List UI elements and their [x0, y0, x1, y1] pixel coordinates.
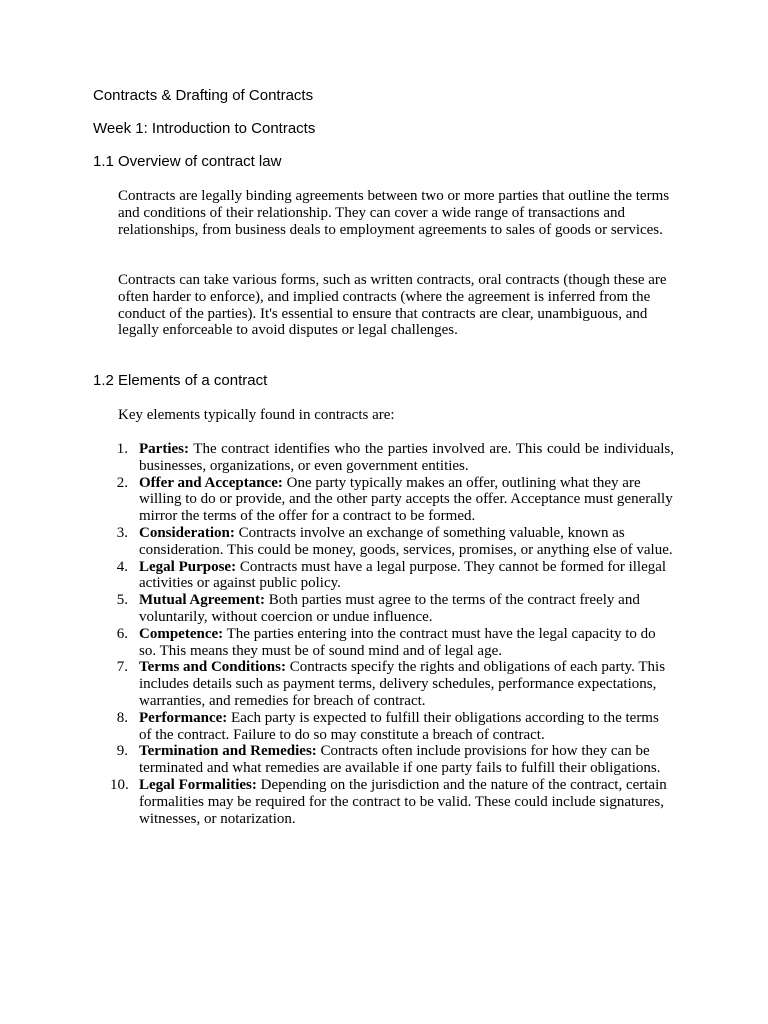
list-item [110, 441, 674, 475]
list-text: The contract identifies who the parties involved are. This could be individuals, businesses, organizations, or even government entities. [139, 441, 674, 474]
list-item [110, 777, 674, 827]
list-term: Terms and Conditions: [139, 659, 286, 676]
list-term: Legal Purpose: [139, 558, 237, 575]
paragraph-text: Contracts can take various forms, such as written contracts, oral contracts (though these are often harder to enforce), and implied contracts (where the agreement is inferred from the conduct of the parties). It's essential to ensure that contracts are clear, unambiguous, and legally enforceable to avoid disputes or legal challenges. [118, 272, 667, 339]
list-number: 5. [116, 592, 128, 609]
document-title: Contracts & Drafting of Contracts [93, 87, 314, 104]
list-number: 3. [116, 524, 128, 541]
list-text: Contracts often include provisions for how they can be terminated and what remedies are available if one party fails to fulfill their obligations. [139, 743, 661, 777]
list-number: 8. [116, 709, 128, 726]
list-term: Parties: [139, 441, 189, 457]
paragraph-text: Key elements typically found in contracts are: [118, 407, 395, 423]
list-term: Offer and Acceptance: [139, 474, 283, 491]
overview-paragraph-1 [118, 188, 674, 238]
list-number: 10. [110, 776, 129, 793]
list-term: Consideration: [139, 524, 235, 541]
list-text: Contracts specify the rights and obligations of each party. This includes details such as payment terms, delivery schedules, performance expectations, warranties, and remedies for breach of contract. [139, 659, 666, 709]
list-term: Legal Formalities: [139, 776, 257, 793]
list-text: Contracts must have a legal purpose. They cannot be formed for illegal activities or against public policy. [139, 558, 667, 592]
list-item [110, 525, 674, 559]
section-heading-elements: 1.2 Elements of a contract [93, 372, 268, 389]
paragraph-text: Contracts are legally binding agreements between two or more parties that outline the terms and conditions of their relationship. They can cover a wide range of transactions and relationships, from business deals to employment agreements to sales of goods or services. [118, 188, 670, 238]
list-term: Performance: [139, 709, 228, 726]
list-text: Both parties must agree to the terms of the contract freely and voluntarily, without coercion or undue influence. [139, 592, 640, 625]
list-term: Competence: [139, 625, 224, 642]
list-item [110, 710, 674, 744]
list-item [110, 626, 674, 660]
list-term: Mutual Agreement: [139, 592, 265, 609]
list-term: Termination and Remedies: [139, 743, 317, 760]
list-number: 6. [116, 625, 128, 642]
list-number: 2. [116, 474, 128, 491]
list-number: 4. [116, 558, 128, 575]
list-text: Contracts involve an exchange of something valuable, known as consideration. This could be money, goods, services, promises, or anything else of value. [139, 524, 673, 558]
list-number: 1. [116, 441, 128, 457]
list-text: The parties entering into the contract must have the legal capacity to do so. This means they must be of sound mind and of legal age. [139, 625, 656, 659]
list-item [110, 743, 674, 777]
elements-list [110, 441, 674, 827]
list-item [110, 559, 674, 593]
section-heading-overview: 1.1 Overview of contract law [93, 153, 282, 170]
list-item [110, 475, 674, 525]
list-text: One party typically makes an offer, outlining what they are willing to do or provide, and the other party accepts the offer. Acceptance must generally mirror the terms of the offer for a contract to be formed. [139, 474, 673, 525]
list-item [110, 592, 674, 626]
week-heading: Week 1: Introduction to Contracts [93, 120, 316, 137]
elements-intro [118, 407, 674, 424]
overview-paragraph-2 [118, 272, 674, 339]
list-number: 7. [116, 659, 128, 676]
list-item [110, 659, 674, 709]
list-number: 9. [116, 743, 128, 760]
list-text: Each party is expected to fulfill their obligations according to the terms of the contract. Failure to do so may constitute a breach of contract. [139, 709, 659, 743]
list-text: Depending on the jurisdiction and the nature of the contract, certain formalities may be required for the contract to be valid. These could include signatures, witnesses, or notarization. [139, 776, 667, 827]
